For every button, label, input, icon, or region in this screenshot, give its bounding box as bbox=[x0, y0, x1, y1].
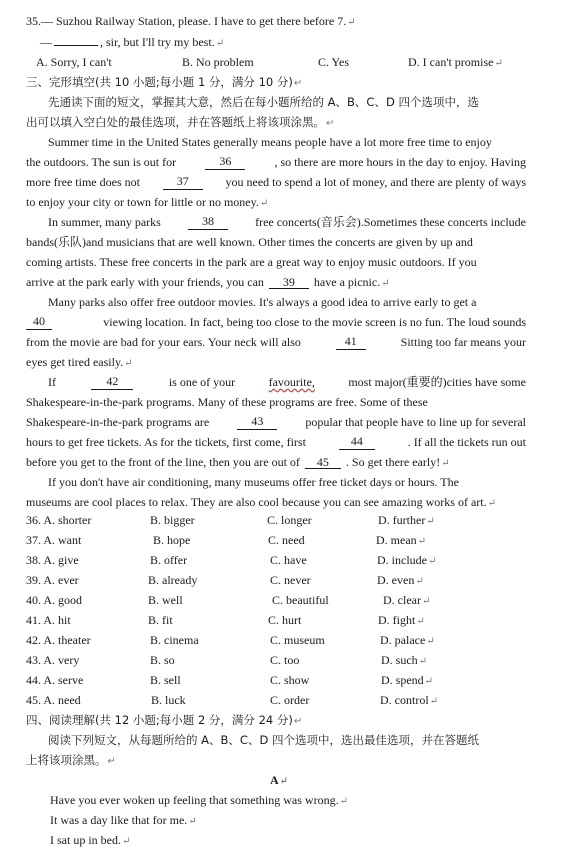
p1-line4: to enjoy your city or town for little or no money.↵ bbox=[26, 195, 269, 209]
blank-45: 45 bbox=[305, 456, 341, 469]
p5-line2: museums are cool places to relax. They are also cool because you can see amazing works of art.↵ bbox=[26, 495, 496, 509]
blank-39: 39 bbox=[269, 276, 309, 289]
blank-42: 42 bbox=[91, 375, 133, 390]
section4-instruction-1: 阅读下列短文，从每题所给的 A、B、C、D 四个选项中，选出最佳选项，并在答题纸 bbox=[48, 733, 479, 747]
p4-line1: If 42 is one of your favourite, most major(重要的)cities have some bbox=[48, 374, 526, 389]
q35-option-b: B. No problem bbox=[182, 55, 254, 69]
section3-heading: 三、完形填空(共 10 小题;每小题 1 分，满分 10 分)↵ bbox=[26, 75, 303, 89]
passage-label: A↵ bbox=[270, 773, 289, 787]
blank-38: 38 bbox=[188, 215, 228, 230]
q35-blank bbox=[54, 45, 98, 46]
p4-line5: before you get to the front of the line, then you are out of 45 . So get there early!↵ bbox=[26, 455, 450, 469]
passage-line-3: I sat up in bed.↵ bbox=[50, 833, 131, 847]
p3-line3: from the movie are bad for your ears. Your neck will also 41 Sitting too far means your bbox=[26, 334, 526, 349]
p3-line1: Many parks also offer free outdoor movies. It's always a good idea to arrive early to get a bbox=[48, 295, 477, 309]
p3-line4: eyes get tired easily.↵ bbox=[26, 355, 133, 369]
p2-line3: coming artists. These free concerts in the park are a great way to enjoy music outdoors. If you bbox=[26, 255, 477, 269]
section3-instruction-2: 出可以填入空白处的最佳选项，并在答题纸上将该项涂黑。↵ bbox=[26, 115, 335, 129]
q35-option-c: C. Yes bbox=[318, 55, 350, 69]
p2-line4: arrive at the park early with your friends, you can 39 have a picnic.↵ bbox=[26, 275, 390, 289]
section3-instruction-1: 先通读下面的短文，掌握其大意，然后在每小题所给的 A、B、C、D 四个选项中，选 bbox=[48, 95, 479, 109]
p2-line1: In summer, many parks 38 free concerts(音乐会).Sometimes these concerts include bbox=[48, 214, 526, 229]
section4-instruction-2: 上将该项涂黑。↵ bbox=[26, 753, 116, 767]
section4-heading: 四、阅读理解(共 12 小题;每小题 2 分，满分 24 分)↵ bbox=[26, 713, 303, 727]
blank-43: 43 bbox=[237, 415, 277, 430]
passage-line-2: It was a day like that for me.↵ bbox=[50, 813, 197, 827]
p3-line2: 40 viewing location. In fact, being too close to the movie screen is no fun. The loud sounds bbox=[26, 315, 526, 330]
blank-40: 40 bbox=[26, 315, 52, 330]
blank-41: 41 bbox=[336, 335, 366, 350]
q35-option-d: D. I can't promise↵ bbox=[408, 55, 503, 69]
p1-line2: the outdoors. The sun is out for 36 , so there are more hours in the day to enjoy. Having bbox=[26, 154, 526, 169]
blank-44: 44 bbox=[339, 435, 375, 450]
p4-line4: hours to get free tickets. As for the tickets, first come, first 44 . If all the tickets run out bbox=[26, 434, 526, 449]
p1-line3: more free time does not 37 you need to spend a lot of money, and there are plenty of ways bbox=[26, 174, 526, 189]
blank-37: 37 bbox=[163, 175, 203, 190]
passage-line-1: Have you ever woken up feeling that something was wrong.↵ bbox=[50, 793, 348, 807]
p5-line1: If you don't have air conditioning, many museums offer free ticket days or hours. The bbox=[48, 475, 459, 489]
blank-36: 36 bbox=[205, 155, 245, 170]
q35-option-a: A. Sorry, I can't bbox=[36, 55, 112, 69]
p1-line1: Summer time in the United States generally means people have a lot more free time to enjoy bbox=[48, 135, 492, 149]
q35-line1: 35.— Suzhou Railway Station, please. I have to get there before 7.↵ bbox=[26, 14, 356, 28]
p4-line3: Shakespeare-in-the-park programs are 43 popular that people have to line up for several bbox=[26, 414, 526, 429]
p4-line2: Shakespeare-in-the-park programs. Many of these programs are free. Some of these bbox=[26, 395, 428, 409]
p2-line2: bands(乐队)and musicians that are well known. Other times the concerts are given by up and bbox=[26, 235, 473, 249]
q35-line2: — , sir, but I'll try my best.↵ bbox=[40, 35, 225, 49]
